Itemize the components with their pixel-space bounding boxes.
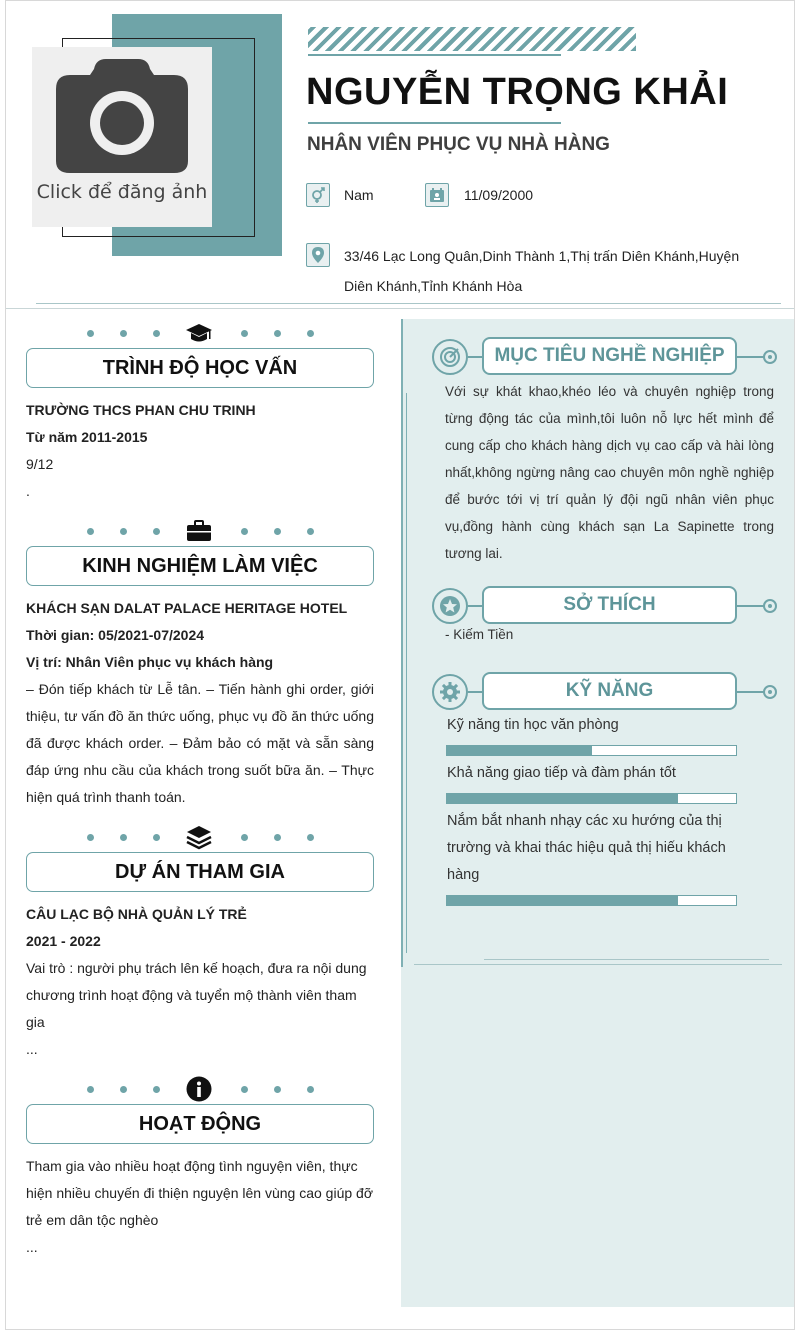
header-stripes	[308, 27, 636, 51]
photo-upload-label: Click để đăng ảnh	[36, 181, 208, 203]
skill-bar-fill	[447, 794, 678, 803]
experience-position: Vị trí: Nhân Viên phục vụ khách hàng	[26, 654, 274, 670]
skill-name: Kỹ năng tin học văn phòng	[447, 717, 619, 733]
activities-title: HOẠT ĐỘNG	[26, 1104, 374, 1144]
camera-icon	[54, 57, 190, 175]
education-period: Từ năm 2011-2015	[26, 429, 148, 445]
section-divider	[26, 517, 374, 545]
right-panel-border	[401, 319, 403, 967]
hobbies-header	[432, 586, 777, 626]
experience-body	[26, 595, 374, 811]
education-body	[26, 397, 374, 505]
birthday-value: 11/09/2000	[464, 187, 534, 203]
header-accent-line	[308, 54, 561, 56]
header-divider-light	[36, 303, 781, 304]
education-title: TRÌNH ĐỘ HỌC VẤN	[26, 348, 374, 388]
project-period: 2021 - 2022	[26, 933, 101, 949]
skill-name: Nắm bắt nhanh nhạy các xu hướng của thị trường và khai thác hiệu quả thị hiếu khách hàng	[447, 813, 726, 883]
skill-name: Khả năng giao tiếp và đàm phán tốt	[447, 765, 676, 781]
star-icon	[432, 588, 468, 624]
name-underline	[308, 122, 561, 124]
projects-body	[26, 901, 374, 1063]
objective-header	[432, 337, 777, 377]
graduation-cap-icon	[185, 319, 213, 347]
skills-title: KỸ NĂNG	[482, 672, 737, 710]
objective-title: MỤC TIÊU NGHỀ NGHIỆP	[482, 337, 737, 375]
experience-description: – Đón tiếp khách từ Lễ tân. – Tiến hành ghi order, giới thiệu, tư vấn đồ ăn thức uống, phục vụ đồ ăn thức uống đã được khách order. – Đảm bảo có mặt và sẵn sàng đáp ứng nhu cầu của khách trong suốt bữa ăn. – Thực hiện quá trình thanh toán.	[26, 681, 374, 805]
full-name: NGUYỄN TRỌNG KHẢI	[306, 71, 729, 113]
project-note: ...	[26, 1041, 38, 1057]
photo-upload[interactable]	[32, 47, 212, 227]
skills-header	[432, 672, 777, 712]
hobbies-title: SỞ THÍCH	[482, 586, 737, 624]
skill-bar	[446, 793, 737, 804]
experience-title: KINH NGHIỆM LÀM VIỆC	[26, 546, 374, 586]
project-role: Vai trò : người phụ trách lên kế hoạch, đưa ra nội dung chương trình hoạt động và tuyển mộ thành viên tham gia	[26, 960, 367, 1030]
job-title: NHÂN VIÊN PHỤC VỤ NHÀ HÀNG	[307, 134, 610, 155]
skill-bar	[446, 745, 737, 756]
left-column	[26, 319, 374, 1261]
gender-icon	[306, 183, 330, 207]
right-panel-bottom-line	[414, 964, 782, 965]
project-name: CÂU LẠC BỘ NHÀ QUẢN LÝ TRẺ	[26, 906, 247, 922]
education-grade: 9/12	[26, 456, 54, 472]
target-icon	[432, 339, 468, 375]
gender-value: Nam	[344, 187, 374, 203]
education-school: TRƯỜNG THCS PHAN CHU TRINH	[26, 402, 256, 418]
skill-bar-fill	[447, 896, 678, 905]
objective-text: Với sự khát khao,khéo léo và chuyên nghiệp trong từng động tác của mình,tôi luôn nỗ lực hết mình để cung cấp cho khách hàng dịch vụ cao cấp và hài lòng nhất,không ngừng nâng cao chuyên môn nghề nghiệp để bước tới vị trí quản lý đội ngũ nhân viên phục vụ,đồng hành cùng khách sạn La Sapinette trong tương lai.	[445, 384, 774, 561]
location-icon	[306, 243, 330, 267]
calendar-icon	[425, 183, 449, 207]
layers-icon	[185, 823, 213, 851]
cv-page	[5, 0, 795, 1330]
section-divider	[26, 319, 374, 347]
activities-description: Tham gia vào nhiều hoạt động tình nguyện viên, thực hiện nhiều chuyến đi thiện nguyện lên vùng cao giúp đỡ trẻ em dân tộc nghèo	[26, 1158, 373, 1228]
experience-company: KHÁCH SẠN DALAT PALACE HERITAGE HOTEL	[26, 600, 348, 616]
skill-bar	[446, 895, 737, 906]
projects-title: DỰ ÁN THAM GIA	[26, 852, 374, 892]
section-divider	[26, 1075, 374, 1103]
header-divider	[6, 308, 795, 309]
activities-note: ...	[26, 1239, 38, 1255]
education-note: .	[26, 483, 30, 499]
gear-icon	[432, 674, 468, 710]
activities-body	[26, 1153, 374, 1261]
right-panel-bottom-line-inner	[484, 959, 769, 960]
experience-time: Thời gian: 05/2021-07/2024	[26, 627, 205, 643]
right-panel-inner-line	[406, 393, 407, 953]
section-divider	[26, 823, 374, 851]
skill-bar-fill	[447, 746, 592, 755]
info-icon	[185, 1075, 213, 1103]
address-value: 33/46 Lạc Long Quân,Dinh Thành 1,Thị trấn Diên Khánh,Huyện Diên Khánh,Tỉnh Khánh Hòa	[344, 248, 740, 294]
hobbies-text: - Kiếm Tiền	[445, 627, 514, 642]
briefcase-icon	[185, 517, 213, 545]
